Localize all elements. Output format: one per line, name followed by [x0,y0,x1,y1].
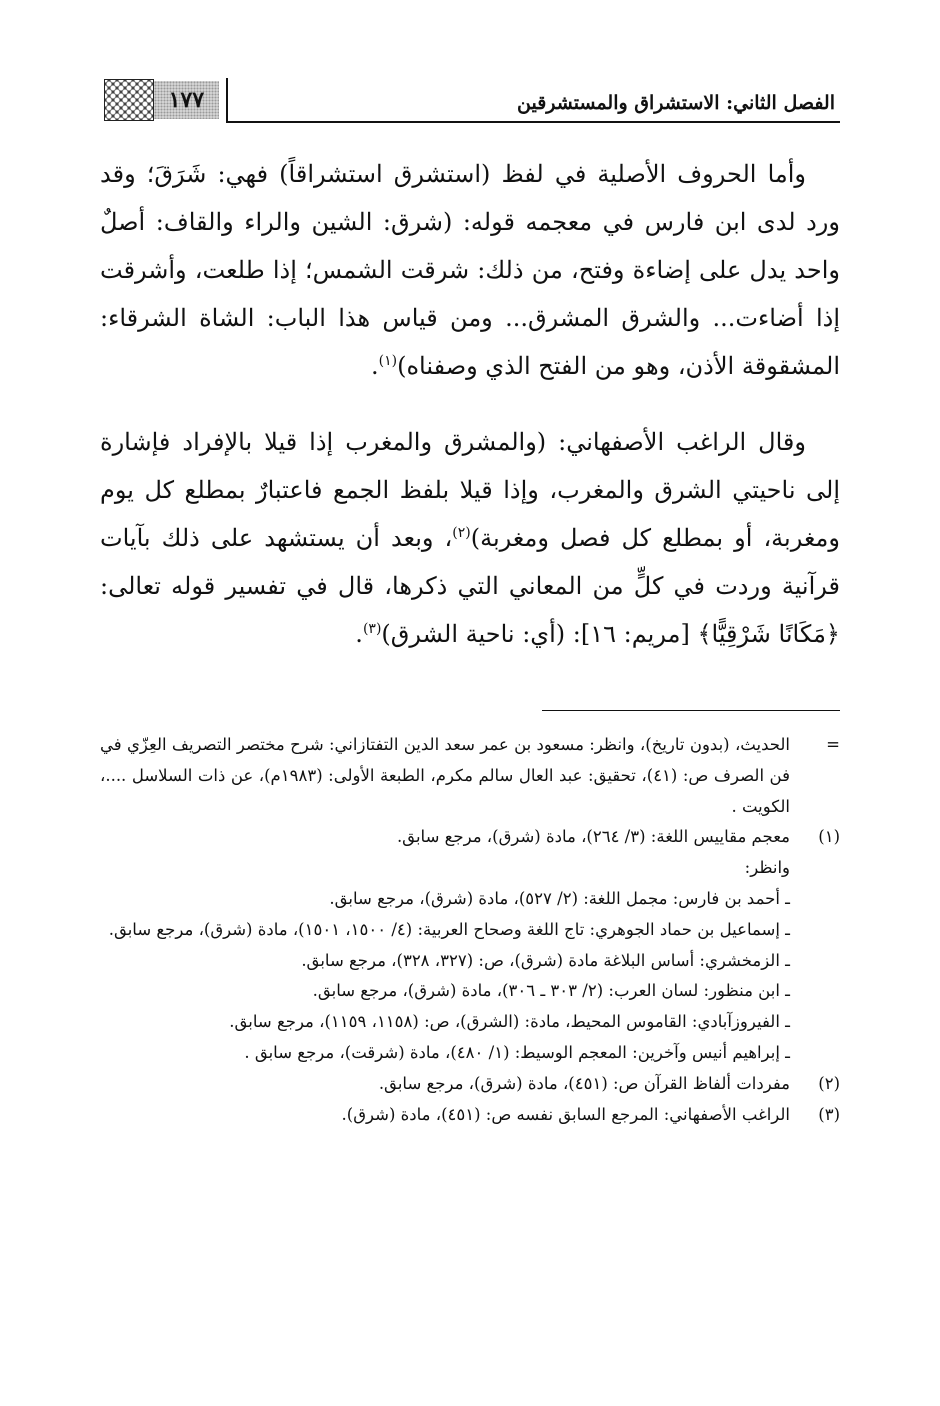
footnote-line: الراغب الأصفهاني: المرجع السابق نفسه ص: (٤٥١)، مادة (شرق). [341,1104,790,1124]
footnotes [100,730,840,1130]
paragraph-2-text-continued: ، وبعد أن يستشهد على ذلك بآيات قرآنية وردت في كلٍّ من المعاني التي ذكرها، قال في تفسير قوله تعالى: ﴿مَكَانًا شَرْقِيًّا﴾ [مريم: ١٦]: (أي: ناحية الشرق) [100,524,840,648]
paragraph-2-end: . [355,620,363,648]
footnote-2 [100,1069,840,1100]
paragraph-2-text: وقال الراغب الأصفهاني: (والمشرق والمغرب إذا قيلا بالإفراد فإشارة إلى ناحيتي الشرق والمغرب، وإذا قيلا بلفظ الجمع فاعتبارٌ بمطلع كل يوم ومغربة، أو بمطلع كل فصل ومغربة) [100,428,840,552]
body-text [100,150,840,658]
footnote-line: ـ إسماعيل بن حماد الجوهري: تاج اللغة وصحاح العربية: (٤/ ١٥٠٠، ١٥٠١)، مادة (شرق)، مرجع سابق. [108,919,790,939]
paragraph-1-end: . [370,352,379,380]
footnote-line: ـ إبراهيم أنيس وآخرين: المعجم الوسيط: (١/ ٤٨٠)، مادة (شرقت)، مرجع سابق . [244,1042,790,1062]
footnote-ref-3[interactable]: (٣) [362,621,382,637]
paragraph-1 [100,150,840,390]
footnote-line: ـ أحمد بن فارس: مجمل اللغة: (٢/ ٥٢٧)، مادة (شرق)، مرجع سابق. [329,888,790,908]
footnote-mark: = [826,735,840,754]
paragraph-2 [100,418,840,658]
page-number-box [104,80,222,120]
footnote-mark: (٣) [818,1104,840,1124]
footnote-3 [100,1100,840,1131]
ornament-icon [104,79,154,121]
footnote-line: ـ الفيروزآبادي: القاموس المحيط، مادة: (الشرق)، ص: (١١٥٨، ١١٥٩)، مرجع سابق. [229,1012,790,1032]
header-divider-vertical [226,78,228,123]
header-rule [228,121,840,123]
footnote-mark: (١) [818,827,840,847]
page-number: ١٧٧ [168,87,205,113]
footnote-1 [100,822,840,1068]
footnote-separator [542,710,840,711]
page-number-background [154,81,219,119]
footnote-ref-1[interactable]: (١) [378,353,398,369]
footnote-line: ـ الزمخشري: أساس البلاغة مادة (شرق)، ص: (٣٢٧، ٣٢٨)، مرجع سابق. [301,950,790,970]
footnote-line: ـ ابن منظور: لسان العرب: (٢/ ٣٠٣ ـ ٣٠٦)، مادة (شرق)، مرجع سابق. [312,981,790,1001]
footnote-line: مفردات ألفاظ القرآن ص: (٤٥١)، مادة (شرق)، مرجع سابق. [378,1073,790,1093]
footnote-mark: (٢) [818,1073,840,1093]
running-header-title: الفصل الثاني: الاستشراق والمستشرقين [517,92,835,114]
footnote-line: معجم مقاييس اللغة: (٣/ ٢٦٤)، مادة (شرق)، مرجع سابق. [396,827,790,847]
footnote-line: وانظر: [744,858,790,878]
footnote-line: الحديث، (بدون تاريخ)، وانظر: مسعود بن عمر سعد الدين التفتازاني: شرح مختصر التصريف العِزّي في فن الصرف ص: (٤١)، تحقيق: عبد العال سالم مكرم، الطبعة الأولى: (١٩٨٣م)، عن ذات السلاسل ....، الكويت . [100,735,790,816]
paragraph-1-text: وأما الحروف الأصلية في لفظ (استشرق استشراقاً) فهي: شَرَقَ؛ وقد ورد لدى ابن فارس في معجمه قوله: (شرق: الشين والراء والقاف: أصلٌ واحد يدل على إضاءة وفتح، من ذلك: شرقت الشمس؛ إذا طلعت، وأشرقت إذا أضاءت... والشرق المشرق... ومن قياس هذا الباب: الشاة الشرقاء: المشقوقة الأذن، وهو من الفتح الذي وصفناه) [100,160,840,380]
footnote-ref-2[interactable]: (٢) [452,525,471,541]
footnote-continued [100,730,840,822]
